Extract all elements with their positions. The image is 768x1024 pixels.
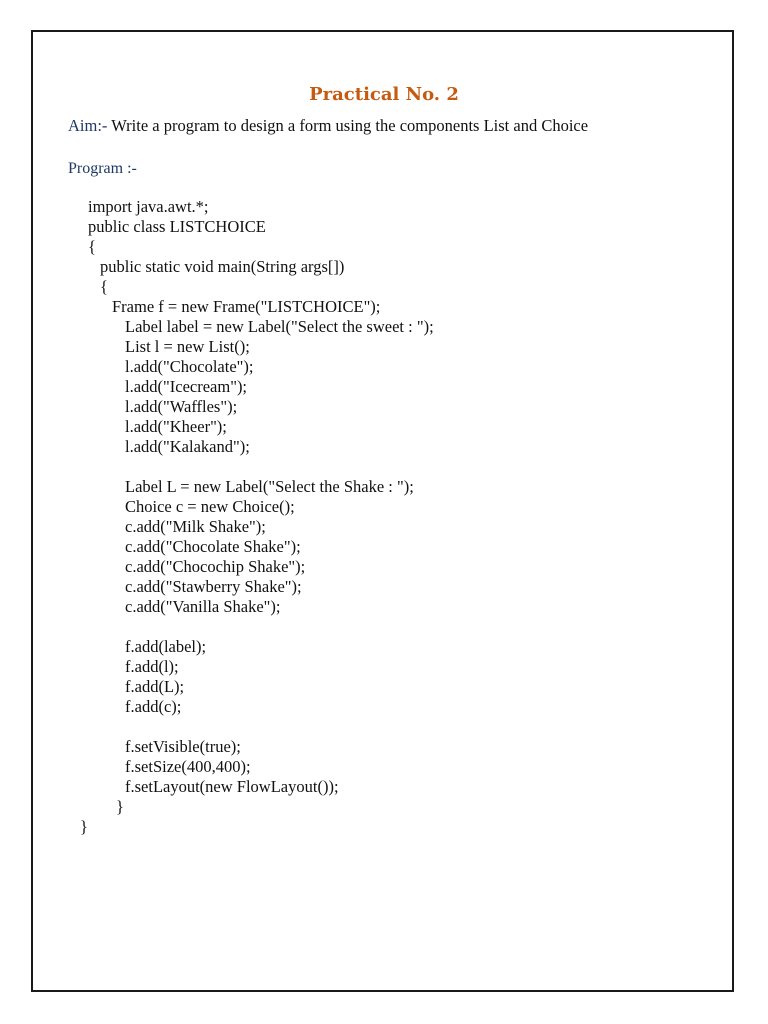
- aim-text: Write a program to design a form using the components List and Choice: [107, 116, 589, 135]
- code-line: f.add(l);: [125, 657, 179, 676]
- code-line: l.add("Waffles");: [125, 397, 238, 416]
- code-line: f.setVisible(true);: [125, 737, 241, 756]
- code-line: {: [100, 277, 108, 296]
- code-line: import java.awt.*;: [88, 197, 209, 216]
- aim-label: Aim:-: [68, 116, 108, 135]
- code-line: {: [88, 237, 96, 256]
- code-line: c.add("Chocochip Shake");: [125, 557, 306, 576]
- code-line: }: [80, 817, 88, 836]
- code-line: Label label = new Label("Select the sweet : ");: [125, 317, 434, 336]
- program-heading: Program :-: [68, 160, 137, 177]
- code-line: f.add(label);: [125, 637, 207, 656]
- code-line: l.add("Kheer");: [125, 417, 227, 436]
- code-line: List l = new List();: [125, 337, 250, 356]
- code-line: f.add(c);: [125, 697, 182, 716]
- code-line: }: [116, 797, 124, 816]
- page-title: Practical No. 2: [309, 84, 459, 105]
- code-line: public class LISTCHOICE: [88, 217, 266, 236]
- code-line: public static void main(String args[]): [100, 257, 345, 276]
- code-line: f.setSize(400,400);: [125, 757, 251, 776]
- code-line: f.setLayout(new FlowLayout());: [125, 777, 339, 796]
- code-line: l.add("Icecream");: [125, 377, 248, 396]
- code-line: c.add("Chocolate Shake");: [125, 537, 301, 556]
- aim-statement: [68, 115, 588, 137]
- code-line: Choice c = new Choice();: [125, 497, 295, 516]
- code-line: c.add("Milk Shake");: [125, 517, 266, 536]
- code-line: l.add("Kalakand");: [125, 437, 250, 456]
- code-line: Label L = new Label("Select the Shake : ");: [125, 477, 414, 496]
- code-line: c.add("Stawberry Shake");: [125, 577, 302, 596]
- code-line: f.add(L);: [125, 677, 185, 696]
- code-line: c.add("Vanilla Shake");: [125, 597, 281, 616]
- code-line: Frame f = new Frame("LISTCHOICE");: [112, 297, 381, 316]
- code-line: l.add("Chocolate");: [125, 357, 254, 376]
